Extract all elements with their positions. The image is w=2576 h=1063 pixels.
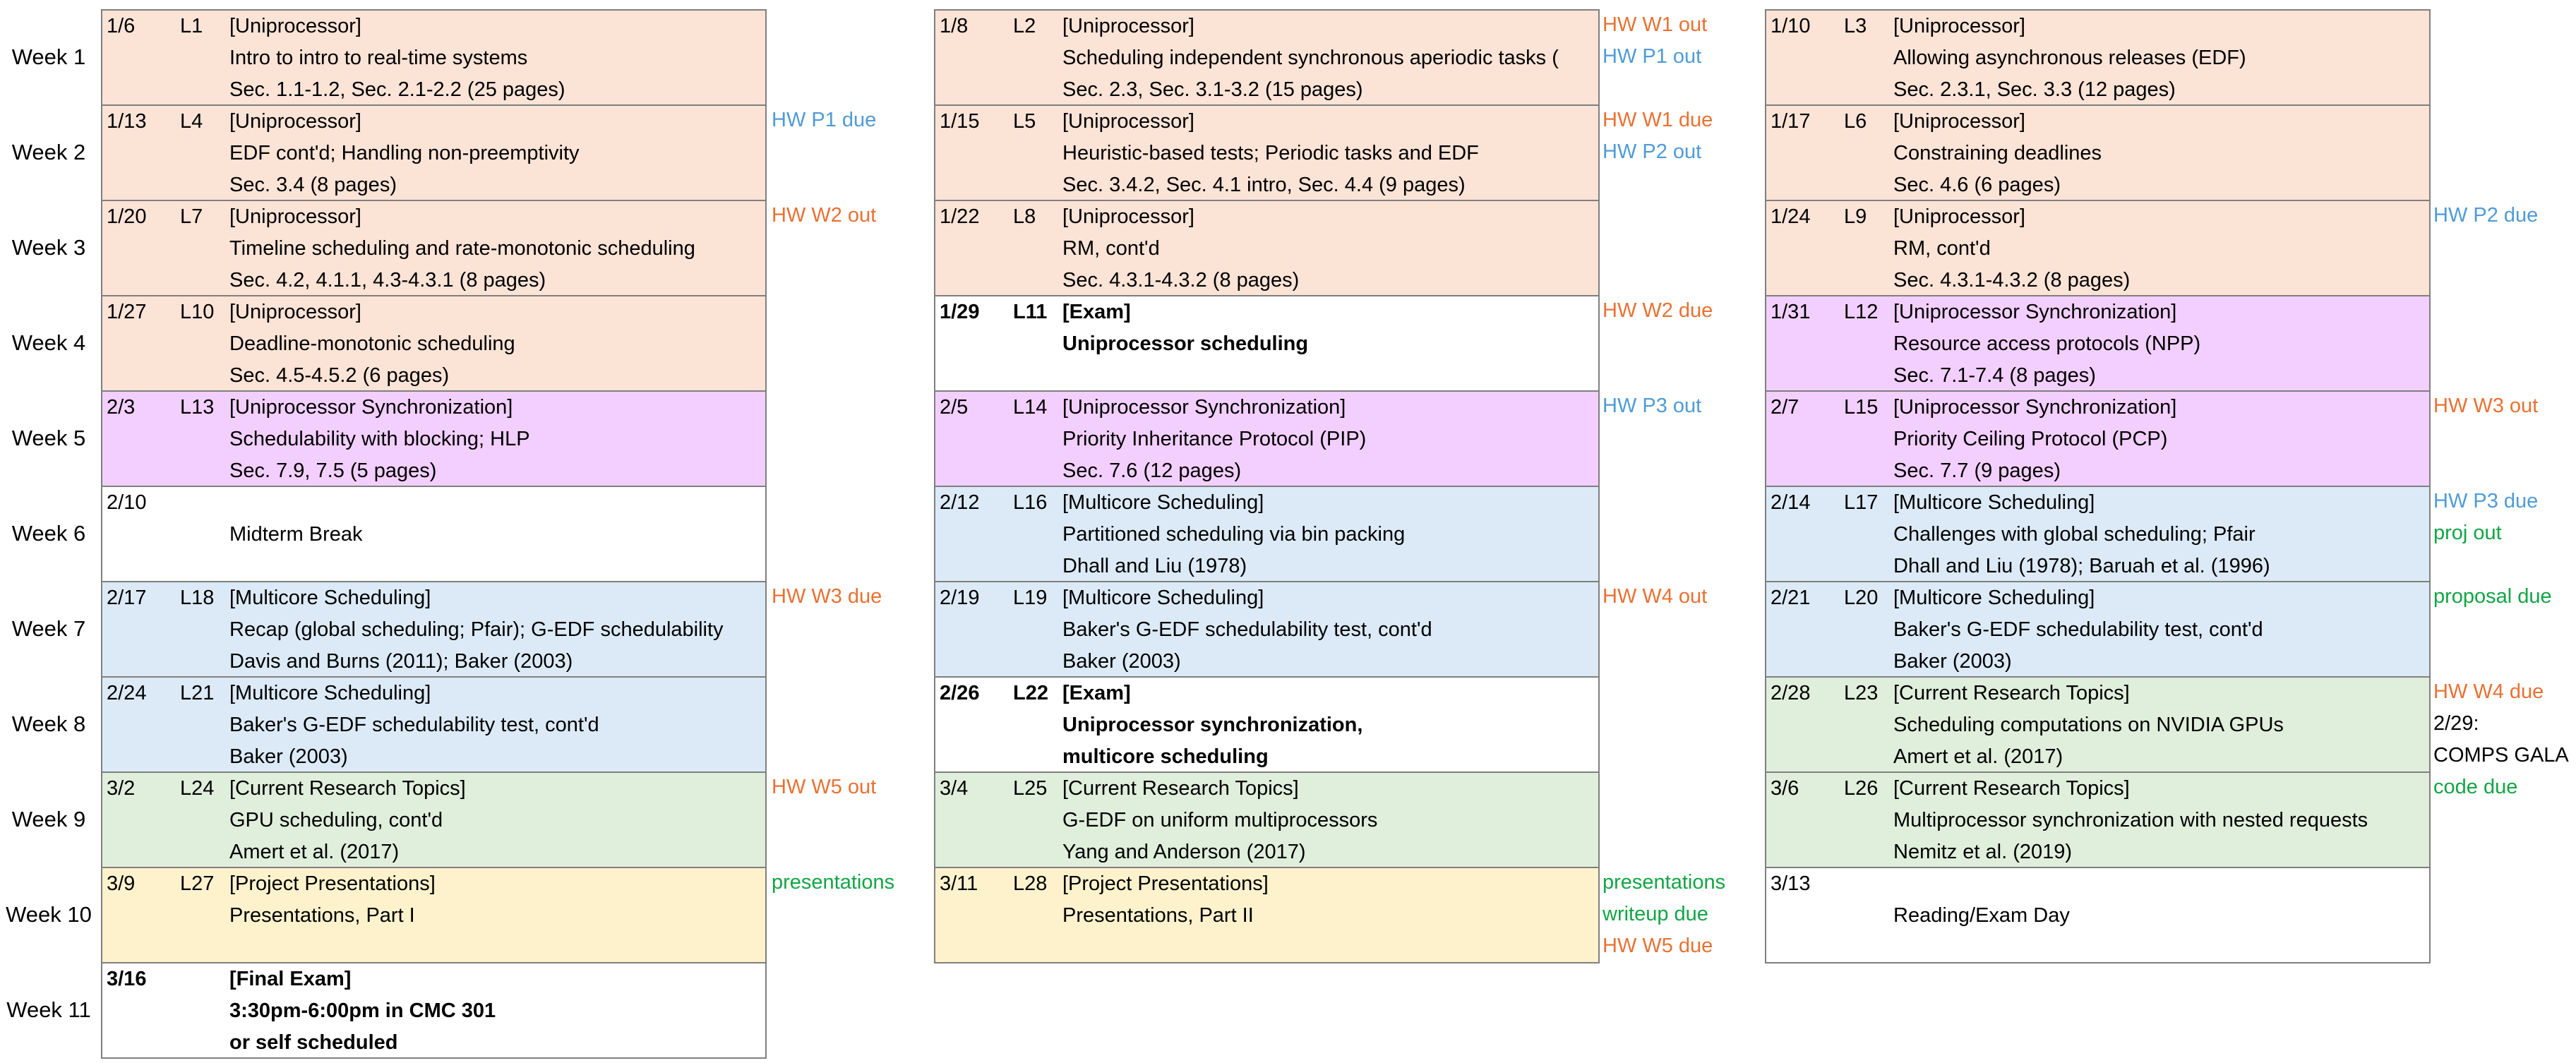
- week-label: Week 9: [11, 807, 86, 831]
- lecture-date: 1/22: [940, 205, 980, 228]
- lecture-title: Baker's G-EDF schedulability test, cont'd: [229, 714, 599, 736]
- lecture-reading: [1893, 932, 2425, 963]
- lecture-topic: [Uniprocessor]: [1893, 15, 2025, 37]
- assignment-note: HW P1 due: [772, 109, 877, 131]
- assignment-notes: [1602, 867, 1725, 962]
- lecture-cell: [934, 9, 1600, 106]
- assignment-notes: [2433, 676, 2569, 771]
- lecture-details: [1062, 868, 1594, 963]
- week-label: Week 4: [11, 330, 86, 355]
- lecture-reading: Sec. 7.9, 7.5 (5 pages): [229, 460, 437, 482]
- week-label: Week 8: [11, 711, 86, 736]
- lecture-topic: [Uniprocessor]: [1062, 110, 1194, 133]
- week-label: Week 3: [11, 235, 86, 260]
- lecture-reading: Sec. 7.7 (9 pages): [1893, 460, 2061, 482]
- assignment-note: HW P2 out: [1602, 140, 1702, 163]
- lecture-reading: Baker (2003): [229, 745, 348, 768]
- lecture-number: L17: [1844, 491, 1879, 514]
- lecture-number: L1: [180, 15, 203, 37]
- lecture-date: 3/13: [1771, 872, 1811, 895]
- assignment-note: COMPS GALA: [2433, 744, 2569, 767]
- lecture-date: 1/29: [940, 301, 980, 323]
- lecture-details: [1893, 296, 2425, 392]
- lecture-topic: [Multicore Scheduling]: [229, 682, 431, 704]
- lecture-details: [229, 201, 761, 296]
- lecture-cell: [1765, 390, 2431, 487]
- lecture-topic: [Multicore Scheduling]: [1062, 587, 1264, 609]
- assignment-notes: [1602, 295, 1713, 327]
- assignment-note: HW W5 out: [772, 776, 877, 798]
- lecture-details: [1062, 201, 1594, 296]
- assignment-notes: [1602, 390, 1701, 422]
- lecture-topic: [1893, 868, 2425, 900]
- lecture-number: L9: [1844, 205, 1867, 228]
- lecture-title: Multiprocessor synchronization with nested requests: [1893, 809, 2368, 831]
- lecture-title: EDF cont'd; Handling non-preemptivity: [229, 142, 580, 164]
- lecture-cell: [101, 200, 767, 296]
- assignment-note: HW P3 out: [1602, 395, 1702, 417]
- lecture-cell: [934, 295, 1600, 392]
- lecture-number: L12: [1844, 301, 1879, 323]
- lecture-cell: [934, 771, 1600, 868]
- lecture-title: RM, cont'd: [1893, 237, 1991, 260]
- lecture-cell: [101, 295, 767, 392]
- lecture-topic: [Uniprocessor]: [229, 301, 361, 323]
- lecture-details: [1062, 678, 1594, 773]
- assignment-note: HW W2 due: [1602, 299, 1713, 322]
- lecture-number: L21: [180, 682, 215, 704]
- lecture-details: [1893, 773, 2425, 868]
- lecture-topic: [Final Exam]: [229, 968, 352, 990]
- assignment-note: HW W4 out: [1602, 585, 1708, 608]
- lecture-details: [229, 582, 761, 678]
- lecture-reading: Sec. 4.6 (6 pages): [1893, 174, 2061, 196]
- lecture-title: Scheduling independent synchronous aperiodic tasks (: [1062, 47, 1559, 69]
- lecture-cell: [934, 581, 1600, 678]
- lecture-date: 1/27: [107, 301, 147, 323]
- assignment-notes: [772, 581, 882, 613]
- lecture-reading: Sec. 3.4.2, Sec. 4.1 intro, Sec. 4.4 (9 pages): [1062, 174, 1466, 196]
- lecture-details: [1893, 106, 2425, 201]
- lecture-title: Partitioned scheduling via bin packing: [1062, 523, 1406, 546]
- lecture-date: 3/4: [940, 777, 969, 800]
- lecture-topic: [229, 487, 761, 519]
- lecture-number: L13: [180, 396, 215, 419]
- lecture-number: L15: [1844, 396, 1879, 419]
- assignment-notes: [2433, 771, 2517, 803]
- lecture-date: 2/24: [107, 682, 147, 704]
- lecture-date: 2/28: [1771, 682, 1811, 704]
- lecture-date: 2/19: [940, 587, 980, 609]
- lecture-title: Priority Inheritance Protocol (PIP): [1062, 428, 1367, 450]
- lecture-number: L16: [1013, 491, 1048, 514]
- lecture-date: 3/16: [107, 968, 147, 990]
- lecture-title: Timeline scheduling and rate-monotonic scheduling: [229, 237, 695, 260]
- lecture-details: [1893, 11, 2425, 106]
- lecture-cell: [934, 390, 1600, 487]
- lecture-reading: Sec. 4.5-4.5.2 (6 pages): [229, 364, 450, 387]
- lecture-cell: [101, 486, 767, 582]
- lecture-topic: [Current Research Topics]: [229, 777, 466, 800]
- lecture-topic: [Project Presentations]: [1062, 872, 1269, 895]
- lecture-title: Reading/Exam Day: [1893, 904, 2070, 927]
- week-label: Week 10: [6, 902, 92, 927]
- lecture-number: L28: [1013, 872, 1048, 895]
- lecture-title: Uniprocessor synchronization,: [1062, 714, 1363, 736]
- assignment-note: writeup due: [1602, 903, 1708, 925]
- lecture-topic: [Uniprocessor]: [229, 205, 361, 228]
- assignment-note: 2/29:: [2433, 712, 2479, 735]
- lecture-cell: [1765, 9, 2431, 106]
- lecture-topic: [Multicore Scheduling]: [1062, 491, 1264, 514]
- lecture-number: L19: [1013, 587, 1048, 609]
- lecture-details: [1893, 868, 2425, 963]
- lecture-reading: [229, 551, 761, 582]
- assignment-notes: [1602, 104, 1713, 168]
- assignment-notes: [2433, 200, 2538, 232]
- lecture-number: L5: [1013, 110, 1036, 133]
- assignment-notes: [2433, 581, 2552, 613]
- lecture-date: 2/17: [107, 587, 147, 609]
- lecture-number: L25: [1013, 777, 1048, 800]
- lecture-cell: [1765, 295, 2431, 392]
- lecture-title: Baker's G-EDF schedulability test, cont'd: [1893, 618, 2263, 641]
- lecture-reading: Baker (2003): [1893, 650, 2012, 673]
- lecture-topic: [Uniprocessor]: [229, 15, 361, 37]
- lecture-reading: or self scheduled: [229, 1031, 398, 1054]
- lecture-topic: [Multicore Scheduling]: [1893, 587, 2095, 609]
- lecture-title: Constraining deadlines: [1893, 142, 2102, 164]
- lecture-topic: [Uniprocessor Synchronization]: [1893, 301, 2177, 323]
- lecture-cell: [1765, 676, 2431, 773]
- lecture-title: Priority Ceiling Protocol (PCP): [1893, 428, 2168, 450]
- lecture-date: 2/21: [1771, 587, 1811, 609]
- lecture-cell: [101, 676, 767, 773]
- lecture-details: [1893, 582, 2425, 678]
- lecture-cell: [1765, 771, 2431, 868]
- lecture-details: [1062, 773, 1594, 868]
- lecture-reading: Davis and Burns (2011); Baker (2003): [229, 650, 573, 673]
- lecture-details: [1062, 392, 1594, 487]
- lecture-date: 3/9: [107, 872, 136, 895]
- lecture-details: [229, 678, 761, 773]
- lecture-date: 2/26: [940, 682, 980, 704]
- lecture-details: [1062, 296, 1594, 392]
- lecture-topic: [Project Presentations]: [229, 872, 436, 895]
- lecture-reading: multicore scheduling: [1062, 745, 1269, 768]
- lecture-reading: Sec. 3.4 (8 pages): [229, 174, 397, 196]
- lecture-details: [1893, 201, 2425, 296]
- lecture-date: 1/6: [107, 15, 136, 37]
- lecture-date: 1/17: [1771, 110, 1811, 133]
- lecture-topic: [Multicore Scheduling]: [1893, 491, 2095, 514]
- lecture-reading: Yang and Anderson (2017): [1062, 841, 1306, 863]
- lecture-number: L8: [1013, 205, 1036, 228]
- lecture-title: Midterm Break: [229, 523, 363, 546]
- lecture-reading: Amert et al. (2017): [1893, 745, 2063, 768]
- assignment-notes: [2433, 486, 2538, 549]
- lecture-number: L27: [180, 872, 215, 895]
- lecture-title: Heuristic-based tests; Periodic tasks and EDF: [1062, 142, 1479, 164]
- lecture-reading: Dhall and Liu (1978); Baruah et al. (1996): [1893, 555, 2270, 577]
- lecture-cell: [101, 104, 767, 201]
- lecture-reading: Sec. 1.1-1.2, Sec. 2.1-2.2 (25 pages): [229, 78, 565, 101]
- assignment-note: HW W5 due: [1602, 935, 1713, 957]
- lecture-cell: [934, 200, 1600, 296]
- lecture-reading: Sec. 2.3, Sec. 3.1-3.2 (15 pages): [1062, 78, 1363, 101]
- lecture-reading: Sec. 2.3.1, Sec. 3.3 (12 pages): [1893, 78, 2176, 101]
- lecture-cell: [101, 581, 767, 678]
- lecture-details: [229, 963, 761, 1059]
- lecture-reading: Baker (2003): [1062, 650, 1181, 673]
- lecture-number: L18: [180, 587, 215, 609]
- week-label: Week 5: [11, 426, 86, 450]
- lecture-reading: Sec. 4.2, 4.1.1, 4.3-4.3.1 (8 pages): [229, 269, 546, 292]
- lecture-date: 2/7: [1771, 396, 1799, 419]
- lecture-details: [229, 296, 761, 392]
- week-label: Week 6: [11, 521, 86, 546]
- lecture-cell: [934, 867, 1600, 963]
- lecture-reading: Sec. 4.3.1-4.3.2 (8 pages): [1062, 269, 1300, 292]
- lecture-date: 2/12: [940, 491, 980, 514]
- lecture-cell: [1765, 200, 2431, 296]
- lecture-details: [1062, 487, 1594, 582]
- lecture-topic: [Uniprocessor]: [1893, 110, 2025, 133]
- assignment-note: proj out: [2433, 522, 2502, 544]
- week-label: Week 7: [11, 616, 86, 641]
- lecture-number: L10: [180, 301, 215, 323]
- lecture-reading: Sec. 4.3.1-4.3.2 (8 pages): [1893, 269, 2131, 292]
- lecture-topic: [Exam]: [1062, 682, 1131, 704]
- lecture-title: Resource access protocols (NPP): [1893, 332, 2201, 355]
- lecture-topic: [Exam]: [1062, 301, 1131, 323]
- lecture-topic: [Uniprocessor]: [1893, 205, 2025, 228]
- lecture-number: L6: [1844, 110, 1867, 133]
- lecture-details: [1062, 582, 1594, 678]
- lecture-number: L3: [1844, 15, 1867, 37]
- lecture-cell: [934, 104, 1600, 201]
- assignment-note: proposal due: [2433, 585, 2552, 608]
- lecture-reading: Amert et al. (2017): [229, 841, 400, 863]
- lecture-number: L23: [1844, 682, 1879, 704]
- lecture-title: Schedulability with blocking; HLP: [229, 428, 530, 450]
- lecture-cell: [1765, 486, 2431, 582]
- lecture-details: [1893, 487, 2425, 582]
- lecture-date: 2/14: [1771, 491, 1811, 514]
- lecture-details: [1062, 106, 1594, 201]
- lecture-number: L11: [1013, 301, 1048, 323]
- lecture-topic: [Uniprocessor]: [229, 110, 361, 133]
- week-label: Week 1: [11, 44, 86, 69]
- lecture-reading: Nemitz et al. (2019): [1893, 841, 2073, 863]
- assignment-notes: [1602, 9, 1707, 73]
- lecture-details: [1893, 392, 2425, 487]
- lecture-reading: [229, 932, 761, 963]
- assignment-note: HW P1 out: [1602, 45, 1702, 68]
- lecture-date: 1/15: [940, 110, 980, 133]
- lecture-title: Uniprocessor scheduling: [1062, 332, 1309, 355]
- lecture-reading: Dhall and Liu (1978): [1062, 555, 1247, 577]
- assignment-notes: [1602, 581, 1707, 613]
- lecture-title: Baker's G-EDF schedulability test, cont'd: [1062, 618, 1432, 641]
- lecture-number: L24: [180, 777, 215, 800]
- assignment-notes: [772, 200, 876, 232]
- lecture-title: Scheduling computations on NVIDIA GPUs: [1893, 714, 2284, 736]
- lecture-details: [229, 773, 761, 868]
- lecture-title: Deadline-monotonic scheduling: [229, 332, 515, 355]
- lecture-topic: [Multicore Scheduling]: [229, 587, 431, 609]
- lecture-cell: [934, 486, 1600, 582]
- lecture-details: [1062, 11, 1594, 106]
- lecture-date: 1/13: [107, 110, 147, 133]
- assignment-note: presentations: [1602, 871, 1726, 894]
- lecture-cell: [101, 771, 767, 868]
- lecture-cell: [101, 962, 767, 1059]
- lecture-title: Challenges with global scheduling; Pfair: [1893, 523, 2256, 546]
- lecture-date: 2/3: [107, 396, 136, 419]
- lecture-date: 1/8: [940, 15, 969, 37]
- lecture-reading: Sec. 7.1-7.4 (8 pages): [1893, 364, 2096, 387]
- assignment-notes: [772, 771, 876, 803]
- lecture-number: L7: [180, 205, 203, 228]
- lecture-reading: Sec. 7.6 (12 pages): [1062, 460, 1242, 482]
- lecture-cell: [101, 9, 767, 106]
- lecture-date: 1/10: [1771, 15, 1811, 37]
- lecture-title: GPU scheduling, cont'd: [229, 809, 443, 831]
- lecture-topic: [Uniprocessor]: [1062, 15, 1194, 37]
- lecture-number: L4: [180, 110, 203, 133]
- lecture-reading: [1062, 932, 1594, 963]
- assignment-note: HW P3 due: [2433, 490, 2539, 512]
- assignment-notes: [2433, 390, 2538, 422]
- lecture-title: Presentations, Part II: [1062, 904, 1254, 927]
- lecture-title: Intro to intro to real-time systems: [229, 47, 528, 69]
- assignment-note: HW W3 due: [772, 585, 882, 608]
- lecture-cell: [1765, 104, 2431, 201]
- lecture-title: Presentations, Part I: [229, 904, 415, 927]
- lecture-details: [229, 392, 761, 487]
- lecture-date: 3/2: [107, 777, 136, 800]
- lecture-number: L26: [1844, 777, 1879, 800]
- assignment-note: code due: [2433, 776, 2518, 798]
- lecture-title: 3:30pm-6:00pm in CMC 301: [229, 999, 496, 1022]
- lecture-date: 3/11: [940, 872, 978, 895]
- lecture-date: 1/20: [107, 205, 147, 228]
- week-label: Week 11: [6, 997, 91, 1022]
- lecture-reading: [1062, 360, 1594, 392]
- lecture-date: 3/6: [1771, 777, 1799, 800]
- lecture-details: [1893, 678, 2425, 773]
- assignment-note: HW W2 out: [772, 204, 877, 227]
- lecture-topic: [Uniprocessor Synchronization]: [229, 396, 513, 419]
- assignment-note: HW W4 due: [2433, 680, 2544, 703]
- lecture-number: L20: [1844, 587, 1879, 609]
- assignment-note: HW W1 out: [1602, 13, 1708, 36]
- lecture-date: 1/31: [1771, 301, 1811, 323]
- lecture-title: G-EDF on uniform multiprocessors: [1062, 809, 1378, 831]
- lecture-details: [229, 487, 761, 582]
- lecture-title: Allowing asynchronous releases (EDF): [1893, 47, 2246, 69]
- lecture-details: [229, 106, 761, 201]
- lecture-number: L2: [1013, 15, 1036, 37]
- lecture-title: RM, cont'd: [1062, 237, 1160, 260]
- lecture-number: L14: [1013, 396, 1048, 419]
- assignment-note: HW W1 due: [1602, 109, 1713, 131]
- lecture-date: 1/24: [1771, 205, 1811, 228]
- lecture-date: 2/10: [107, 491, 147, 514]
- lecture-cell: [101, 867, 767, 963]
- lecture-topic: [Current Research Topics]: [1062, 777, 1299, 800]
- assignment-notes: [772, 867, 894, 899]
- assignment-note: HW P2 due: [2433, 204, 2539, 227]
- lecture-cell: [101, 390, 767, 487]
- lecture-topic: [Uniprocessor]: [1062, 205, 1194, 228]
- lecture-date: 2/5: [940, 396, 969, 419]
- assignment-notes: [772, 104, 876, 136]
- lecture-topic: [Uniprocessor Synchronization]: [1893, 396, 2177, 419]
- lecture-topic: [Current Research Topics]: [1893, 682, 2130, 704]
- lecture-number: L22: [1013, 682, 1048, 704]
- lecture-cell: [1765, 867, 2431, 963]
- assignment-note: HW W3 out: [2433, 395, 2539, 417]
- lecture-cell: [1765, 581, 2431, 678]
- lecture-details: [229, 11, 761, 106]
- assignment-note: presentations: [772, 871, 895, 894]
- lecture-topic: [Uniprocessor Synchronization]: [1062, 396, 1346, 419]
- lecture-details: [229, 868, 761, 963]
- week-label: Week 2: [11, 140, 86, 164]
- lecture-topic: [Current Research Topics]: [1893, 777, 2130, 800]
- lecture-cell: [934, 676, 1600, 773]
- lecture-title: Recap (global scheduling; Pfair); G-EDF schedulability: [229, 618, 724, 641]
